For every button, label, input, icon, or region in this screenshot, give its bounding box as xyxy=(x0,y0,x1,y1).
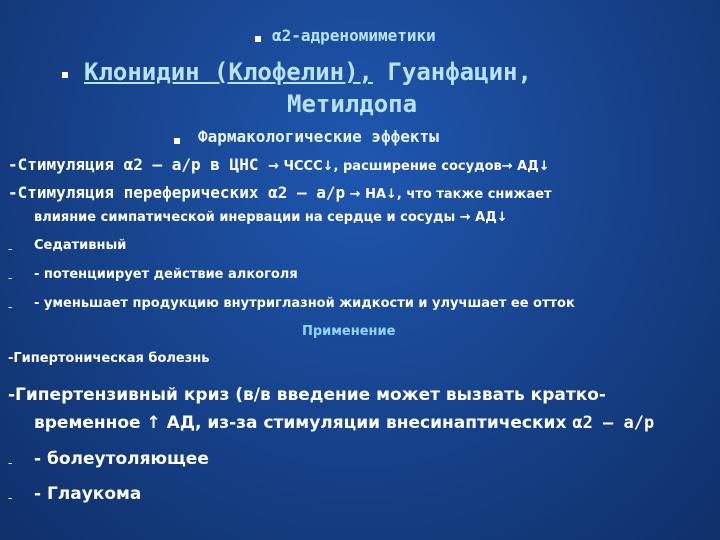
use-crisis-alpha: α2 – а/р xyxy=(572,413,655,433)
effect1-result: → ЧССС↓, расширение сосудов→ АД↓ xyxy=(268,159,550,174)
subheading: α2-адреномиметики xyxy=(272,26,436,45)
effect2-result: → НА↓, что также снижает xyxy=(345,187,552,202)
use-crisis-line2 xyxy=(34,413,654,433)
slide-title xyxy=(84,58,532,86)
usage-heading: Применение xyxy=(302,324,396,339)
list-dash: - xyxy=(8,242,13,256)
effect1-alpha: α2 – а/р xyxy=(123,155,201,174)
effect2-start: -Стимуляция переферических xyxy=(8,183,269,202)
use-hypertension: -Гипертоническая болезнь xyxy=(8,351,210,366)
title-drug-rest: Гуанфацин, xyxy=(372,58,532,86)
effect1-cns: в ЦНС xyxy=(200,155,269,174)
use-analgesic: - болеутоляющее xyxy=(34,449,209,469)
item-sedative: Седативный xyxy=(34,238,127,253)
item-eye: - уменьшает продукцию внутриглазной жидкости и улучшает ее отток xyxy=(34,296,575,311)
list-dash: - xyxy=(8,271,13,285)
effect1-start: -Стимуляция xyxy=(8,155,124,174)
item-alcohol: - потенциирует действие алкоголя xyxy=(34,267,298,282)
list-dash: - xyxy=(8,456,13,470)
list-dash: - xyxy=(8,491,13,505)
effects-heading: Фармакологические эффекты xyxy=(198,127,439,146)
slide-title-line2: Метилдопа xyxy=(287,90,418,118)
use-crisis-text: временное ↑ АД, из-за стимуляции внесинаптических xyxy=(34,413,573,433)
bullet-marker xyxy=(174,138,180,144)
use-glaucoma: - Глаукома xyxy=(34,484,142,504)
effect2-alpha: α2 – а/р xyxy=(268,183,346,202)
effect-line-2-cont: влияние симпатической инервации на сердце и сосуды → АД↓ xyxy=(34,210,508,225)
use-crisis-line1: -Гипертензивный криз (в/в введение может вызвать кратко- xyxy=(8,385,606,405)
bullet-marker xyxy=(255,36,261,42)
bullet-marker xyxy=(62,72,68,78)
title-drug-underlined: Клонидин (Клофелин), xyxy=(84,58,373,86)
list-dash: - xyxy=(8,300,13,314)
effect-line-2 xyxy=(8,183,552,202)
effect-line-1 xyxy=(8,155,550,174)
